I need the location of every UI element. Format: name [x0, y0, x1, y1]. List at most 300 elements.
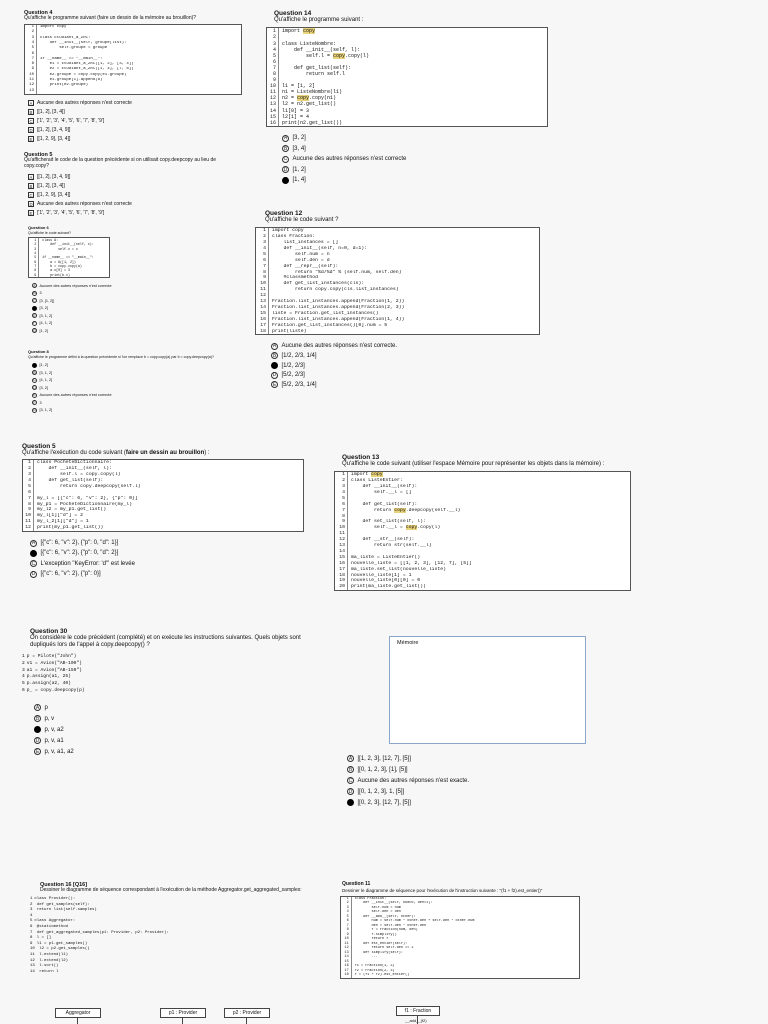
line-number: 12: [344, 946, 349, 951]
sequence-box-f1: f1 : Fraction: [396, 1006, 440, 1016]
question-11: [340, 882, 580, 979]
answer-option[interactable]: [28, 191, 236, 200]
line-text: print(ma_liste.get_list()): [347, 584, 630, 590]
answer-option[interactable]: [28, 182, 236, 191]
line-number: 10: [260, 281, 266, 287]
line-text: self.den = d: [268, 258, 539, 264]
highlight: copy: [405, 525, 418, 531]
line-text: def __init__(self):: [347, 484, 630, 490]
line-text: nouvelle_liste = [[1, 2, 3], [12, 7], [5]]: [347, 561, 630, 567]
line-number: 12: [29, 83, 34, 88]
answer-text: Aucune des autres réponses n'est exacte.: [357, 777, 470, 784]
sequence-box-p1: p1 : Provider: [160, 1008, 206, 1018]
line-number: 2: [28, 466, 31, 472]
line-number: 15: [260, 310, 266, 316]
selected-answer-marker[interactable]: C: [272, 362, 277, 369]
answer-marker[interactable]: D: [283, 166, 288, 173]
question-title: Question 16 [Q16]: [40, 882, 88, 888]
line-text: num = self.num * other.den + self.den * other.num: [351, 919, 579, 924]
line-number: 7: [28, 495, 31, 501]
answer-marker[interactable]: A: [35, 704, 40, 711]
answer-marker[interactable]: A: [29, 100, 33, 106]
answer-option[interactable]: [32, 297, 218, 305]
line-text: return f: [351, 937, 579, 942]
selected-answer-marker[interactable]: E: [283, 177, 288, 184]
prompt-emphasis: faire un dessin au brouillon: [125, 450, 205, 457]
answer-marker[interactable]: B: [33, 370, 36, 375]
answer-option[interactable]: [32, 392, 234, 400]
line-text: class Etudiant_a_ZRC:: [36, 36, 241, 41]
answer-options: [32, 362, 234, 415]
answer-marker[interactable]: A: [31, 540, 36, 547]
answer-marker[interactable]: C: [31, 560, 36, 567]
answer-option[interactable]: [32, 399, 234, 407]
line-text: e1 = Etudiant_a_ZRC([1, 2], [3, 4]): [36, 62, 241, 67]
line-number: 1: [342, 472, 345, 478]
selected-answer-marker[interactable]: B: [31, 550, 36, 557]
answer-marker[interactable]: F: [33, 321, 36, 326]
line-text: import copy: [347, 472, 630, 478]
answer-option[interactable]: [30, 559, 304, 569]
answer-marker[interactable]: B: [33, 291, 36, 296]
code-line: [29, 273, 109, 277]
answer-marker[interactable]: C: [348, 777, 353, 784]
line-number: 13: [269, 101, 276, 108]
line-number: 12: [25, 525, 31, 531]
answer-marker[interactable]: C: [29, 192, 33, 198]
answer-text: [3, 2]: [39, 385, 48, 390]
answer-option[interactable]: [30, 538, 304, 548]
answer-option[interactable]: [32, 377, 234, 385]
answer-option[interactable]: [32, 384, 234, 392]
answer-option[interactable]: [32, 282, 218, 290]
line-text: a1 = Avion("AB-150"): [26, 667, 82, 673]
answer-text: [[1, 2, 3], [12, 7], [5]]: [357, 755, 411, 762]
answer-text: Aucune des autres réponses n'est correcte: [292, 156, 407, 163]
answer-text: [3, 2]: [292, 135, 306, 142]
code-line: [22, 681, 320, 688]
answer-marker[interactable]: C: [33, 298, 36, 303]
answer-text: [1/2, 2/3, 1/4]: [281, 352, 317, 359]
answer-marker[interactable]: A: [283, 135, 288, 142]
answer-marker[interactable]: E: [33, 313, 36, 318]
line-text: def __init__(self, groupe(list):: [36, 41, 241, 46]
line-number: 13: [344, 950, 349, 955]
line-number: 5: [272, 52, 276, 59]
line-number: 7: [342, 507, 345, 513]
line-text: l.extend(l1): [36, 953, 69, 957]
line-text: [36, 89, 241, 94]
answer-marker[interactable]: D: [33, 385, 36, 390]
answer-option[interactable]: [34, 702, 320, 713]
line-text: def __str__(self):: [347, 537, 630, 543]
answer-text: [3, 4]: [292, 145, 306, 152]
line-number: 2: [263, 234, 266, 240]
answer-marker[interactable]: E: [29, 210, 33, 216]
line-text: ...: [351, 955, 579, 960]
answer-option[interactable]: [282, 133, 548, 144]
answer-text: [1/2, 2/3]: [281, 362, 305, 369]
line-text: l2 = n2.get_list(): [278, 101, 547, 107]
line-text: f1 = Fraction(1, 3): [351, 964, 579, 969]
answer-option[interactable]: [271, 380, 540, 390]
answer-option[interactable]: [347, 797, 469, 808]
line-text: l1 = [1, 2]: [278, 83, 547, 89]
question-prompt: Qu'affiche le programme défini à la question précédente si l'on remplace b = copy.copy(a) par b = copy.deepcopy(a)?: [28, 354, 214, 359]
code-line: [267, 120, 547, 126]
question-5-deepcopy: [24, 152, 236, 218]
line-text: import copy: [278, 28, 547, 34]
line-text: return str(self.__l): [347, 543, 630, 549]
line-text: Fraction.list_instances.append(Fraction(1, 4)): [268, 317, 539, 323]
answer-option[interactable]: [32, 305, 218, 313]
answer-option[interactable]: [347, 753, 469, 764]
line-number: 6: [272, 58, 276, 65]
line-text: def __init__(self, num=0, den=1):: [351, 901, 579, 906]
answer-text: [[1, 2], [3, 4]]: [37, 109, 65, 116]
answer-marker[interactable]: D: [31, 571, 36, 578]
line-number: 10: [339, 525, 345, 531]
line-text: return list(self.samples): [34, 908, 97, 913]
line-text: class A:: [38, 238, 109, 242]
line-text: return copy.deepcopy(self.l): [33, 484, 303, 490]
answer-marker[interactable]: B: [35, 715, 40, 722]
line-text: e2.groupe = copy.copy(e1.groupe): [36, 73, 241, 78]
line-text: def get_samples(self):: [34, 902, 90, 907]
answer-option[interactable]: [271, 341, 540, 351]
answer-marker[interactable]: E: [272, 381, 277, 388]
line-text: def __init__(self, l):: [278, 47, 547, 53]
line-number: 2: [272, 34, 276, 41]
line-number: 11: [29, 78, 34, 83]
line-text: @staticmethod: [34, 925, 69, 930]
answer-options: [30, 538, 304, 579]
answer-text: [{"c": 6, "v": 2}, {"p": 0, "d": 1}]: [40, 540, 119, 547]
answer-option[interactable]: [282, 175, 548, 186]
code-line: [341, 973, 579, 978]
answer-option[interactable]: [28, 99, 242, 108]
line-text: f = (f1 + f2).est_entier(): [351, 973, 579, 978]
answer-text: p, v, a1: [44, 737, 64, 744]
question-12: [255, 210, 540, 390]
line-number: 10: [269, 83, 276, 90]
line-number: 11: [269, 89, 276, 96]
answer-marker[interactable]: F: [33, 400, 36, 405]
line-text: Fraction.get_list_instances()[0].num = 5: [268, 323, 539, 329]
line-text: self.den = den: [351, 910, 579, 915]
code-block: [30, 897, 320, 975]
line-text: class PocheteDictionnaire:: [33, 460, 303, 466]
line-text: if __name__ == "__main__":: [36, 57, 241, 62]
answer-text: [[1, 2], [3, 4]]: [37, 183, 65, 190]
answer-marker[interactable]: B: [29, 183, 33, 189]
answer-text: [1, 2]: [39, 363, 48, 368]
answer-marker[interactable]: A: [29, 174, 33, 180]
answer-marker[interactable]: B: [272, 352, 277, 359]
answer-text: [4, 1, 2]: [39, 378, 53, 383]
answer-marker[interactable]: B: [29, 109, 33, 115]
answer-option[interactable]: [28, 209, 236, 218]
answer-marker[interactable]: E: [29, 136, 33, 142]
sequence-call-label: __add__(f2): [405, 1018, 427, 1023]
line-text: return copy.copy(cls.list_instances): [268, 287, 539, 293]
answer-marker[interactable]: D: [272, 372, 277, 379]
answer-option[interactable]: [32, 369, 234, 377]
answer-text: p, v: [44, 715, 55, 722]
answer-marker[interactable]: D: [348, 788, 353, 795]
answer-text: [1, 4]: [292, 177, 306, 184]
line-number: 14: [260, 304, 266, 310]
line-text: def __add__(self, other):: [351, 915, 579, 920]
line-text: my_p1 = PocheteDictionnaire(my_l): [33, 502, 303, 508]
answer-text: [[0, 2, 3], [12, 7], [5]]: [357, 799, 411, 806]
answer-option[interactable]: [34, 735, 320, 746]
answer-marker[interactable]: A: [348, 755, 353, 762]
answer-option[interactable]: [28, 173, 236, 182]
line-text: n2 = copy.copy(n1): [278, 95, 547, 101]
selected-answer-marker[interactable]: A: [33, 363, 36, 368]
line-number: 18: [344, 973, 349, 978]
memory-area[interactable]: [389, 636, 586, 744]
code-line: [335, 584, 630, 590]
line-number: 6: [22, 687, 25, 693]
question-prompt: On considère le code précédent (complété) et on exécute les instructions suivantes. Quels objets sont dupliqués lors de l'appel à copy.deepcopy() ?: [30, 635, 301, 649]
line-number: 11: [339, 531, 345, 537]
answer-option[interactable]: [271, 351, 540, 361]
answer-marker[interactable]: G: [33, 408, 36, 413]
line-text: ma_liste = ListeEntier(): [347, 555, 630, 561]
line-text: p_ = copy.deepcopy(p): [26, 687, 85, 693]
line-number: 6: [342, 501, 345, 507]
line-number: 9: [31, 67, 34, 72]
answer-marker[interactable]: A: [272, 343, 277, 350]
line-number: 8: [272, 71, 276, 78]
line-number: 14: [339, 548, 345, 554]
answer-text: [[0, 1, 2, 3], [1], [5]]: [357, 766, 408, 773]
answer-text: p: [44, 704, 48, 711]
question-prompt: Qu'affiche le code suivant?: [28, 230, 71, 235]
answer-text: 3: [39, 400, 42, 405]
line-text: print(n2.get_list()): [278, 120, 547, 126]
answer-option[interactable]: [32, 362, 234, 370]
answer-text: [3, 2]: [39, 306, 48, 311]
line-number: 18: [339, 572, 345, 578]
line-number: 7: [346, 923, 349, 928]
answer-marker[interactable]: A: [33, 283, 36, 288]
answer-option[interactable]: [282, 154, 548, 165]
line-text: def set_list(self, l):: [347, 519, 630, 525]
answer-option[interactable]: [32, 327, 218, 335]
answer-option[interactable]: [347, 764, 469, 775]
answer-option[interactable]: [28, 126, 242, 135]
line-number: 7: [263, 263, 266, 269]
line-number: 1: [34, 237, 37, 242]
question-prompt: Qu'affiche le programme suivant (faire un dessin de la mémoire au brouillon)?: [24, 15, 197, 22]
answer-text: [5/2, 2/3, 1/4]: [281, 381, 317, 388]
answer-text: Aucune des autres réponses n'est correcte: [39, 393, 112, 398]
answer-option[interactable]: [32, 290, 218, 298]
line-number: 10: [30, 947, 35, 952]
answer-marker[interactable]: C: [29, 118, 33, 124]
answer-option[interactable]: [282, 143, 548, 154]
answer-option[interactable]: [34, 746, 320, 757]
line-text: print(b.x): [38, 273, 109, 277]
line-text: if __name__ == "__main__":: [38, 255, 109, 259]
answer-text: Aucune des autres réponses n'est correcte: [37, 201, 132, 208]
answer-option[interactable]: [271, 370, 540, 380]
line-number: 3: [263, 240, 266, 246]
line-number: 15: [344, 959, 349, 964]
line-text: f.simplify(): [351, 933, 579, 938]
answer-option[interactable]: [347, 775, 469, 786]
question-prompt: Qu'affiche le programme suivant :: [274, 17, 364, 24]
line-number: 14: [344, 955, 349, 960]
line-text: import copy: [268, 228, 539, 234]
answer-marker[interactable]: G: [33, 328, 36, 333]
line-text: l.extend(l2): [36, 958, 69, 963]
selected-answer-marker[interactable]: D: [33, 306, 36, 311]
line-number: 14: [269, 107, 276, 114]
line-number: 3: [30, 908, 33, 913]
line-text: l = []: [34, 936, 52, 941]
line-number: 5: [30, 919, 33, 924]
line-number: 1: [263, 228, 266, 234]
answer-marker[interactable]: E: [35, 748, 40, 755]
answer-text: 3: [39, 291, 42, 296]
answer-option[interactable]: [32, 320, 218, 328]
answer-text: Aucune des autres réponses n'est correcte: [39, 283, 112, 288]
line-number: 5: [28, 483, 31, 489]
answer-option[interactable]: [282, 164, 548, 175]
prompt-text-end: ) :: [204, 450, 210, 457]
question-4: [24, 10, 242, 144]
line-text: Fraction.list_instances.append(Fraction(1, 2)): [268, 299, 539, 305]
question-14: [266, 10, 548, 185]
question-title: Question 5: [22, 443, 56, 450]
answer-options: [271, 341, 540, 389]
answer-marker[interactable]: B: [348, 766, 353, 773]
answer-marker[interactable]: D: [29, 201, 33, 207]
answer-option[interactable]: [34, 713, 320, 724]
line-text: a.x[0] = 3: [38, 268, 109, 272]
answer-text: p, v, a2: [44, 726, 64, 733]
line-number: 4: [346, 910, 349, 915]
answer-marker[interactable]: D: [29, 127, 33, 133]
line-text: e1.groupe[1].append(8): [36, 78, 241, 83]
line-number: 13: [30, 964, 35, 969]
line-text: p = Pilote("John"): [26, 654, 77, 660]
line-number: 4: [34, 250, 37, 255]
line-number: 6: [34, 259, 37, 264]
line-number: 9: [34, 272, 37, 277]
question-title: Question 14: [274, 10, 312, 17]
answer-text: [3, [1, 2]]: [39, 298, 55, 303]
line-number: 5: [34, 255, 37, 260]
line-number: 9: [30, 941, 33, 946]
line-text: l1 = p1.get_samples(): [34, 941, 88, 946]
line-number: 6: [30, 925, 33, 930]
selected-answer-marker[interactable]: C: [35, 726, 40, 733]
line-text: a = A([1, 2]): [38, 260, 109, 264]
line-text: my_l[1]["d"] = 2: [33, 513, 303, 519]
code-block: [255, 227, 540, 335]
answer-option[interactable]: [347, 786, 469, 797]
answer-option[interactable]: [32, 407, 234, 415]
answer-option[interactable]: [30, 548, 304, 558]
answer-text: [1, 2]: [39, 328, 48, 333]
code-line: [22, 688, 320, 695]
question-title: Question 5: [24, 152, 53, 158]
answer-option[interactable]: [28, 200, 236, 209]
line-text: e2 = Etudiant_a_ZRC([1, 4], [7, 8]): [36, 67, 241, 72]
line-number: 10: [29, 72, 34, 77]
line-text: def simplify(self):: [351, 951, 579, 956]
answer-marker[interactable]: B: [283, 145, 288, 152]
answer-option[interactable]: [32, 312, 218, 320]
line-number: 2: [31, 30, 34, 35]
line-text: v1 = Avion("AB-100"): [26, 660, 82, 666]
line-number: 12: [339, 537, 345, 543]
line-number: 1: [31, 25, 34, 30]
question-title: Question 30: [30, 628, 68, 635]
question-prompt: Qu'afficherait le code de la question précédente si on utilisait copy.deepcopy au lieu de copy.copy?: [24, 157, 217, 170]
answer-marker[interactable]: D: [35, 737, 40, 744]
line-number: 13: [29, 88, 34, 93]
line-text: list_instances = []: [268, 240, 539, 246]
line-number: 3: [272, 40, 276, 47]
answer-text: [3, 1, 2]: [39, 408, 53, 413]
line-text: def get_list(self):: [347, 502, 630, 508]
line-number: 6: [263, 257, 266, 263]
answer-option[interactable]: [28, 135, 242, 144]
answer-marker[interactable]: C: [283, 156, 288, 163]
answer-text: [1, 2]: [292, 166, 306, 173]
line-text: class ListeEntier:: [347, 478, 630, 484]
line-text: return l: [36, 969, 59, 974]
line-text: self.groupe = groupe: [36, 46, 241, 51]
line-text: class Provider():: [34, 897, 76, 902]
answer-option[interactable]: [28, 108, 242, 117]
line-number: 15: [269, 113, 276, 120]
answer-option[interactable]: [28, 117, 242, 126]
highlight: copy: [333, 52, 346, 59]
answer-options: [28, 173, 236, 218]
line-text: def __init__(self, l):: [33, 466, 303, 472]
line-number: 3: [34, 246, 37, 251]
selected-answer-marker[interactable]: E: [348, 799, 353, 806]
answer-option[interactable]: [34, 724, 320, 735]
question-title: Question 11: [342, 881, 371, 887]
answer-text: [3, 1, 2]: [39, 370, 53, 375]
line-text: def __repr__(self):: [268, 264, 539, 270]
code-line: [22, 654, 320, 661]
line-number: 12: [269, 95, 276, 102]
answer-option[interactable]: [271, 361, 540, 371]
answer-options: [32, 282, 218, 335]
line-text: def get_list_instances(cls):: [268, 281, 539, 287]
line-text: print(e2.groupe): [36, 83, 241, 88]
answer-text: p, v, a1, a2: [44, 748, 74, 755]
line-number: 2: [342, 478, 345, 484]
line-number: 2: [34, 242, 37, 247]
code-block: [340, 896, 580, 979]
prompt-text: Qu'affiche l'exécution du code suivant (: [22, 450, 126, 457]
answer-marker[interactable]: C: [33, 378, 36, 383]
answer-text: [[1, 2], [3, 4, 9]]: [37, 127, 71, 134]
line-number: 5: [342, 495, 345, 501]
answer-marker[interactable]: E: [33, 393, 36, 398]
answer-option[interactable]: [30, 569, 304, 579]
